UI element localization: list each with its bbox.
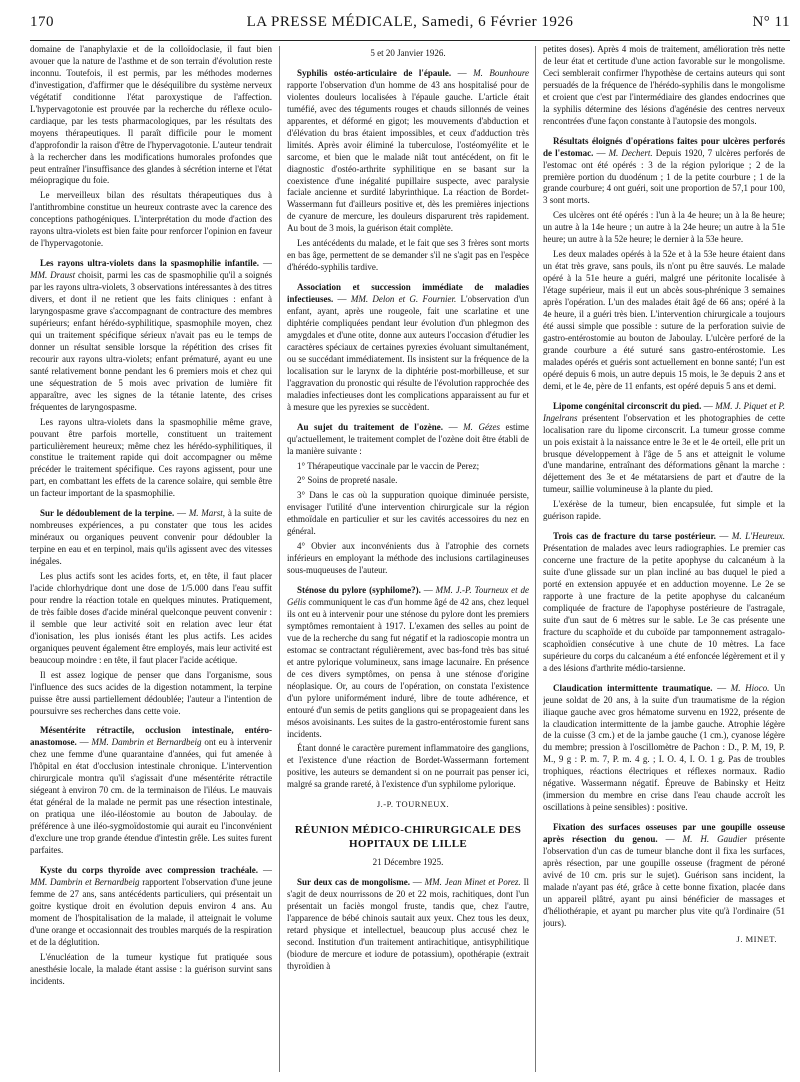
article-body: Un jeune soldat de 20 ans, à la suite d'un traumatisme de la région iliaque gauche avec gros hématome survenu en 1922, présente de la claudication intermittente de la jambe gauche. Atrophie légère de la cuisse (3 cm.) et de la jambe gauche (1 cm.), cyanose légère du membre; pression à l'oscillomètre de Pachon : D., P. M, 19, P. M., 9 g : P. m. 7, P. m. 4 g. ; I. O. 4, I. O. 1 g. Pas de troubles trophiques, réactions électriques et réflexes normaux. Radio négative. Wassermann négatif. Épreuve de Babinsky et Heitz (immersion du membre en crise dans l'eau chaude accroît les oscillations à peine sensibles) : positive. <box>543 682 785 813</box>
article-title: Trois cas de fracture du tarse postérieur. <box>553 531 716 542</box>
article-authors: MM. J. Piquet et P. Ingelrans <box>543 400 785 423</box>
article-entry: Sur deux cas de mongolisme. — MM. Jean Minet et Porez. Il s'agit de deux nourrissons de 20 et 22 mois, rachitiques, dont l'un présentait un faciès mongol fruste, tandis que, chez l'autre, l'apparence de bébé chinois sautait aux yeux. Chez tous les deux, retard physique et intellectuel, beaucoup plus accusé chez le second. Institution d'un traitement antirachitique, antisyphilitique (biodure de mercure et iodure de potassium), opothérapie (extrait thyroïdien à <box>287 877 529 971</box>
article-title: Résultats éloignés d'opérations faites pour ulcères perforés de l'estomac. <box>543 135 785 158</box>
article-body: rapporte l'observation d'un homme de 43 ans hospitalisé pour de violentes douleurs localisées à l'épaule gauche. L'article était tuméfié, avec des téguments rouges et chauds sillonnés de veines apparentes, et déformé en gigot; les mouvements d'abduction et d'élévation du bras étaient impossibles, et ceux d'adduction très limités. Après avoir éliminé la tuberculose, l'ostéomyélite et le sarcome, et bien que le malade niât tout antécédent, on fit le diagnostic d'ostéo-arthrite syphilitique en se basant sur la coexistence d'une inégalité pupillaire suspecte, avec paralysie faciale ancienne et surdité labyrinthique. La réaction de Bordet-Wassermann fut d'ailleurs positive et, dès les premières injections de cyanure de mercure, les douleurs disparurent très rapidement. Au bout de 3 mois, la guérison était complète. <box>287 79 529 234</box>
article-title: Sténose du pylore (syphilome?). <box>297 585 421 596</box>
column-divider <box>535 46 536 1072</box>
paragraph: Les deux malades opérés à la 52e et à la 53e heure étaient dans un état très grave, sans pouls, ils n'ont pu être sauvés. Le malade opéré à la 51e heure a guéri, malgré une péritonite localisée à l'étage supérieur, mais il eut un abcès sous-phrénique 3 semaines après l'opération. L'un des malades était âgé de 66 ans; opéré à la 4e heure, il a guéri très bien. L'intervention chirurgicale a toujours été aussi simple que possible : suture de la perforation suivie de gastro-entérostomie au bouton de Jaboulay. L'ulcère perforé de la grande courbure a été suturé sans gastro-entérostomie. Les malades opérés et guéris sont actuellement en bonne santé; l'un est opéré depuis 6 mois, un autre depuis 15 mois, le 3e depuis 2 ans et demi, et le 4e, père de 11 enfants, est opéré depuis 5 ans et demi. <box>543 249 785 391</box>
column-left <box>30 44 272 1074</box>
article-title: Les rayons ultra-violets dans la spasmophilie infantile. <box>40 258 260 269</box>
paragraph: domaine de l'anaphylaxie et de la colloïdoclasie, il faut bien avouer que la nature de l'asthme et de son terrain d'évolution reste inconnu. Toutefois, il est permis, par les méthodes modernes d'investigation, d'affirmer que le déséquilibre du système nerveux végétatif conditionne l'état paroxystique de l'affection. L'hypervagotonie est prouvée par la recherche du réflexe oculo-cardiaque, par les tests pharmacologiques, par les résultats des moyens thérapeutiques. Il paraît difficile pour le moment d'approfondir la raison d'être de l'hypervagotonie. L'auteur tendrait à la rechercher dans les modifications humorales profondes que peut entraîner l'insuffisance des glandes à sécrétion interne et l'état méiopragique du foie. <box>30 44 272 186</box>
paragraph: Étant donné le caractère purement inflammatoire des ganglions, et l'existence d'une réaction de Bordet-Wassermann fortement positive, les auteurs se demandent si on ne pourrait pas penser ici, malgré sa grande rareté, à l'existence d'un syphilome pylorique. <box>287 743 529 790</box>
article-authors: M. Dechert. <box>608 147 653 158</box>
paragraph: Le merveilleux bilan des résultats thérapeutiques dus à l'antithrombine constitue un heureux contraste avec la carence des conceptions pathogéniques. L'interprétation du mode d'action des rayons ultra-violets est bien faite pour renforcer l'opinion en faveur de l'hypervagotonie. <box>30 190 272 249</box>
meeting-title: RÉUNION MÉDICO-CHIRURGICALE DES HOPITAUX DE LILLE <box>294 824 522 851</box>
article-entry: Lipome congénital circonscrit du pied. — MM. J. Piquet et P. Ingelrans présentent l'observation et les photographies de cette localisation rare du lipome circonscrit. La tumeur grosse comme un pois existait à la naissance entre le 3e et le 4e orteil, elle prit un brusque développement à l'âge de 5 ans et atteignit le volume d'une mandarine, entraînant des déformations gênant la marche : déjettement des 3e et 4e métatarsiens de part et d'autre de la tumeur, saillie volumineuse à la plante du pied. <box>543 400 785 495</box>
article-authors: M. Marst, <box>188 508 226 519</box>
article-authors: MM. Jean Minet et Porez. <box>424 877 521 888</box>
article-title: Fixation des surfaces osseuses par une goupille osseuse après résection du genou. <box>543 822 785 845</box>
article-body: rapportent l'observation d'une jeune femme de 27 ans, sans antécédents particuliers, qui présentait un goitre kystique droit en évolution depuis environ 4 ans. Au moment de l'hospitalisation de la malade, il atteignait le volume d'une orange et occasionnait des troubles marqués de la respiration et de la déglutition. <box>30 876 272 947</box>
article-entry: Au sujet du traitement de l'ozène. — M. Gézes estime qu'actuellement, le traitement complet de l'ozène doit être établi de la manière suivante : <box>287 421 529 456</box>
article-authors: M. Hioco. <box>730 682 770 693</box>
paragraph: Il est assez logique de penser que dans l'organisme, sous l'influence des sucs acides de la digestion notamment, la terpine puisse être aussi partiellement dédoublée; l'auteur a l'intention de poursuivre ses recherches dans cette voie. <box>30 669 272 716</box>
article-entry: Syphilis ostéo-articulaire de l'épaule. — M. Bounhoure rapporte l'observation d'un homme de 43 ans hospitalisé pour de violentes douleurs localisées à l'épaule gauche. L'article était tuméfié, avec des téguments rouges et chauds sillonnés de veines apparentes, et déformé en gigot; les mouvements d'abduction et d'élévation du bras étaient impossibles, et ceux d'adduction très limités. Après avoir éliminé la tuberculose, l'ostéomyélite et le sarcome, et bien que le malade niât tout antécédent, on fit le diagnostic d'ostéo-arthrite syphilitique en se basant sur la coexistence d'une inégalité pupillaire suspecte, avec paralysie faciale ancienne et surdité labyrinthique. La réaction de Bordet-Wassermann fut d'ailleurs positive et, dès les premières injections de cyanure de mercure, les douleurs disparurent très rapidement. Au bout de 3 mois, la guérison était complète. <box>287 67 529 234</box>
column-middle <box>287 44 529 1074</box>
article-body: présentent l'observation et les photographies de cette localisation rare du lipome circonscrit. La tumeur grosse comme un pois existait à la naissance entre le 3e et le 4e orteil, elle prit un brusque développement à l'âge de 5 ans et atteignit le volume d'une mandarine, entraînant des déformations gênant la marche : déjettement des 3e et 4e métatarsiens de part et d'autre de la tumeur, saillie volumineuse à la plante du pied. <box>543 412 785 495</box>
list-item: 3° Dans le cas où la suppuration quoique diminuée persiste, envisager l'utilité d'une intervention chirurgicale sur la région ethmoïdale en particulier et sur les cavités accessoires du nez en général. <box>287 490 529 537</box>
article-title: Mésentérite rétractile, occlusion intestinale, entéro-anastomose. <box>30 725 272 748</box>
header-rule <box>30 40 790 41</box>
paragraph: Ces ulcères ont été opérés : l'un à la 4e heure; un à la 8e heure; un autre à la 14e heure ; un autre à la 24e heure; un autre à la 51e heure; un autre à la 52e heure; le dernier à la 53e heure. <box>543 210 785 245</box>
list-item: 1° Thérapeutique vaccinale par le vaccin de Perez; <box>297 460 480 471</box>
paragraph: L'exérèse de la tumeur, bien encapsulée, fut simple et la guérison rapide. <box>543 499 785 522</box>
list-item: 4° Obvier aux inconvénients dus à l'atrophie des cornets inférieurs en employant la méthode des inclusions cartilagineuses sous-muqueuses de l'auteur. <box>287 541 529 576</box>
article-body: estime qu'actuellement, le traitement complet de l'ozène doit être établi de la manière suivante : <box>287 421 529 456</box>
journal-title: LA PRESSE MÉDICALE, Samedi, 6 Février 1926 <box>246 14 574 30</box>
article-title: Lipome congénital circonscrit du pied. <box>553 400 702 411</box>
column-divider <box>279 46 280 1072</box>
article-authors: M. H. Gaudier <box>682 834 748 845</box>
article-entry: Mésentérite rétractile, occlusion intestinale, entéro-anastomose. — MM. Dambrin et Bernardbeig ont eu à intervenir chez une femme d'une quarantaine d'années, qui fut amenée à l'hôpital en état d'occlusion intestinale chronique. L'intervention chirurgicale montra qu'il s'agissait d'une mésentérite rétractile siégeant à environ 70 cm. de la terminaison de l'iléus. Le mauvais état général de la malade ne permit pas une résection intestinale, on pratiqua une iléo-iléostomie au bouton de Jaboulay. de préférence à une iléo-sygmoïdostomie qui aurait eu l'inconvénient d'exclure une trop grande étendue d'intestin grêle. Les suites furent parfaites. <box>30 725 272 855</box>
session-date: 21 Décembre 1925. <box>372 857 444 868</box>
article-body: Il s'agit de deux nourrissons de 20 et 22 mois, rachitiques, dont l'un présentait un faciès mongol fruste, tandis que, chez l'autre, l'apparence de bébé chinois sautait aux yeux. Chez tous les deux, retard physique et intellectuel, beaucoup plus accusé chez le second. Institution d'un traitement antirachitique, antisyphilitique (biodure de mercure et iodure de potassium), opothérapie (extrait thyroïdien à <box>287 877 529 971</box>
article-entry: Kyste du corps thyroïde avec compression trachéale. — MM. Dambrin et Bernardbeig rapportent l'observation d'une jeune femme de 27 ans, sans antécédents particuliers, qui présentait un goitre kystique droit en évolution depuis environ 4 ans. Au moment de l'hospitalisation de la malade, il atteignait le volume d'une orange et occasionnait des troubles marqués de la respiration et de la déglutition. <box>30 864 272 947</box>
list-item: 2° Soins de propreté nasale. <box>297 475 398 486</box>
running-header <box>30 14 790 34</box>
article-authors: MM. Dambrin et Bernardbeig <box>91 737 202 748</box>
paragraph: petites doses). Après 4 mois de traitement, amélioration très nette de leur état et certitude d'une action favorable sur le mongolisme. Ceci semblerait confirmer l'hypothèse de certains auteurs qui sont persuadés de la fréquence de l'hérédo-syphilis dans le mongolisme et croient que c'est par l'intermédiaire des glandes endocrines que la syphilis détermine des lésions d'agénésie des centres nerveux rencontrées d'une façon constante à l'autopsie des mongols. <box>543 44 785 126</box>
article-entry: Sténose du pylore (syphilome?). — MM. J.-P. Tourneux et de Gélis communiquent le cas d'un homme âgé de 42 ans, chez lequel ils ont eu à intervenir pour une sténose du pylore dont les premiers symptômes remontaient à 1917. L'examen des selles au point de vue de la recherche du sang fut négatif et la radioscopie montra un estomac se contractant régulièrement, avec bas-fond très bas situé et antre pylorique volumineux, sans image lacunaire. En présence de ces divers symptômes, on pensa à une sténose d'origine néoplasique. Or, au cours de l'opération, on constata l'existence d'un pylore uniformément induré, libre de toute adhérence, et entouré d'un semis de petits ganglions qui se propageaient dans les mésos avoisinants. Les suites de la gastro-entérostomie furent sans incidents. <box>287 585 529 739</box>
paragraph: Les antécédents du malade, et le fait que ses 3 frères sont morts en bas âge, permettent de se demander s'il ne s'agit pas en l'espèce d'hérédo-syphilis tardive. <box>287 238 529 273</box>
article-title: Au sujet du traitement de l'ozène. <box>297 421 444 432</box>
article-entry: Sur le dédoublement de la terpine. — M. Marst, à la suite de nombreuses expériences, a pu constater que tous les acides minéraux ou organiques peuvent convenir pour dédoubler la terpine en eau et en terpinol, mais qu'ils agissent avec des vitesses inégales. <box>30 508 272 567</box>
article-body: à la suite de nombreuses expériences, a pu constater que tous les acides minéraux ou organiques peuvent convenir pour dédoubler la terpine en eau et en terpinol, mais qu'ils agissent avec des vitesses inégales. <box>30 508 272 567</box>
signature: J. MINET. <box>736 933 777 944</box>
signature: J.-P. TOURNEUX. <box>376 799 450 810</box>
article-title: Syphilis ostéo-articulaire de l'épaule. <box>297 67 452 78</box>
article-body: communiquent le cas d'un homme âgé de 42 ans, chez lequel ils ont eu à intervenir pour une sténose du pylore dont les premiers symptômes remontaient à 1917. L'examen des selles au point de vue de la recherche du sang fut négatif et la radioscopie montra un estomac se contractant régulièrement, avec bas-fond très bas situé et antre pylorique volumineux, sans image lacunaire. En présence de ces divers symptômes, on pensa à une sténose d'origine néoplasique. Or, au cours de l'opération, on constata l'existence d'un pylore uniformément induré, libre de toute adhérence, et entouré d'un semis de petits ganglions qui se propageaient dans les mésos avoisinants. Les suites de la gastro-entérostomie furent sans incidents. <box>287 597 529 739</box>
paragraph: Les rayons ultra-violets dans la spasmophilie même grave, pouvant être parfois mortelle, constituent un traitement particulièrement heureux; même chez les hérédo-syphilitiques, il constitue le traitement rapide qui doit accompagner ou même précéder le traitement spécifique. Ces rayons agissent, pour une part, en combattant les effets de la carence solaire, qui semble être un facteur important de la spasmophilie. <box>30 416 272 499</box>
article-title: Association et succession immédiate de maladies infectieuses. <box>287 282 529 305</box>
article-entry: Les rayons ultra-violets dans la spasmophilie infantile. — MM. Draust choisit, parmi les cas de spasmophilie qu'il a soignés par les rayons ultra-violets, 3 observations intéressantes à des titres divers, et dont il ne retient que les faits cliniques : enfant à laryngospasme grave s'accompagnant de contracture des membres supérieurs; enfant hérédo-syphilitique, spasmophile moyen, chez qui un traitement spécifique sérieux n'avait pas eu le temps de donner un résultat sensible lorsque la répétition des crises fit recourir aux rayons ultra-violets; enfant prématuré, ayant eu une santé relativement bonne pendant les 6 premiers mois et chez qui une séquestration de 5 mois avec privation de lumière fit apparaître, avec les signes de la tétanie latente, des crises fréquentes de laryngospasme. <box>30 258 272 412</box>
article-authors: M. Bounhoure <box>473 67 529 78</box>
article-authors: M. Gézes <box>463 421 500 432</box>
article-authors: MM. J.-P. Tourneux et de Gélis <box>287 585 529 608</box>
article-body: Présentation de malades avec leurs radiographies. Le premier cas concerne une fracture de la petite apophyse du calcanéum à la suite d'une glissade sur un plan incliné au bas duquel le pied a porté en extension appuyée et en adduction moyenne. Le 2e se rapporte à une fracture de la petite apophyse du calcanéum compliquée de fracture de l'apophyse postérieure de l'astragale, suite d'un saut de 6 mètres sur le sable. Le 3e cas présente une fracture du scaphoïde et du cuboïde par tamponnement astragalo-scaphoïdien consécutive à une chute de 10 mètres. La face supérieure du corps du calcanéum a été enfoncée légèrement et il y a des lésions d'arthrite médio-tarsienne. <box>543 543 785 673</box>
paragraph: Les plus actifs sont les acides forts, et, en tête, il faut placer l'acide chlorhydrique dont une dose de 1/5.000 dans l'eau suffit pour rendre la réaction totale en quelques minutes. Pratiquement, de très faible doses d'acide minéral quelconque peuvent convenir : il semble que leur activité soit en relation avec leur état d'ionisation, les plus ionisés étant les plus actifs. Les acides organiques peuvent également être employés, mais leur activité est beaucoup moindre : en tête, il faut placer l'acide acétique. <box>30 571 272 665</box>
article-title: Claudication intermittente traumatique. <box>553 682 713 693</box>
issue-number: N° 11 <box>752 14 790 30</box>
article-authors: MM. Draust <box>30 270 76 281</box>
article-entry: Claudication intermittente traumatique. — M. Hioco. Un jeune soldat de 20 ans, à la suite d'un traumatisme de la région iliaque gauche avec gros hématome survenu en 1922, présente de la claudication intermittente de la jambe gauche. Atrophie légère de la cuisse (3 cm.) et de la jambe gauche (1 cm.), cyanose légère du membre; pression à l'oscillomètre de Pachon : D., P. M, 19, P. M., 9 g : P. m. 7, P. m. 4 g. ; I. O. 4, I. O. 1 g. Pas de troubles trophiques, réactions électriques et réflexes normaux. Radio négative. Wassermann négatif. Épreuve de Babinsky et Heitz (immersion du membre en crise dans l'eau chaude accroît les oscillations à peine sensibles) : positive. <box>543 682 785 813</box>
article-body: ont eu à intervenir chez une femme d'une quarantaine d'années, qui fut amenée à l'hôpital en état d'occlusion intestinale chronique. L'intervention chirurgicale montra qu'il s'agissait d'une mésentérite rétractile siégeant à environ 70 cm. de la terminaison de l'iléus. Le mauvais état général de la malade ne permit pas une résection intestinale, on pratiqua une iléo-iléostomie au bouton de Jaboulay. de préférence à une iléo-sygmoïdostomie qui aurait eu l'inconvénient d'exclure une trop grande étendue d'intestin grêle. Les suites furent parfaites. <box>30 737 272 855</box>
article-entry: Association et succession immédiate de maladies infectieuses. — MM. Delon et G. Fournier. L'observation d'un enfant, ayant, après une rougeole, fait une scarlatine et une diphtérie compliquées pendant leur évolution d'un phlegmon des amygdales et d'une otite, donne aux auteurs l'occasion d'étudier les caractères spéciaux de certaines pyrexies évoluant simultanément, ou se succédant immédiatement. Ils insistent sur la fréquence de la localisation sur le larynx de la diphtérie post-morbilleuse, et sur l'aggravation du pronostic qui résulte de l'évolution rapprochée des maladies infectieuses dont les complications apparaissent au fur et à mesure que les pyrexies se succèdent. <box>287 282 529 412</box>
article-entry: Trois cas de fracture du tarse postérieur. — M. L'Heureux. Présentation de malades avec leurs radiographies. Le premier cas concerne une fracture de la petite apophyse du calcanéum à la suite d'une glissade sur un plan incliné au bas duquel le pied a porté en extension appuyée et en adduction moyenne. Le 2e se rapporte à une fracture de la petite apophyse du calcanéum compliquée de fracture de l'apophyse postérieure de l'astragale, suite d'un saut de 6 mètres sur le sable. Le 3e cas présente une fracture du scaphoïde et du cuboïde par tamponnement astragalo-scaphoïdien consécutive à une chute de 10 mètres. La face supérieure du corps du calcanéum a été enfoncée légèrement et il y a des lésions d'arthrite médio-tarsienne. <box>543 531 785 673</box>
session-date: 5 et 20 Janvier 1926. <box>370 48 446 58</box>
article-body: présente l'observation d'un cas de tumeur blanche dont il fixa les surfaces, après résection, par une goupille osseuse (fragment de péroné avivé de 10 cm. pris sur le sujet). Guérison sans incident, la malade n'ayant pas été, grâce à cette bonne fixation, placée dans un appareil plâtré, ayant pu ainsi bénéficier de massages et d'héliothérapie, et ayant pu marcher plus vite qu'à l'ordinaire (51 jours). <box>543 834 785 928</box>
article-authors: MM. Delon et G. Fournier. <box>350 294 457 305</box>
article-body: Depuis 1920, 7 ulcères perforés de l'estomac ont été opérés : 3 de la région pylorique ; 2 de la première portion du duodénum ; 1 de la petite courbure ; 1 de la grande courbure; 4 ont guéri, soit une proportion de 57,1 pour 100, 3 sont morts. <box>543 147 785 206</box>
paragraph: L'énucléation de la tumeur kystique fut pratiquée sous anesthésie locale, la malade étant assise : la guérison survint sans incidents. <box>30 951 272 986</box>
article-body: choisit, parmi les cas de spasmophilie qu'il a soignés par les rayons ultra-violets, 3 observations intéressantes à des titres divers, et dont il ne retient que les faits cliniques : enfant à laryngospasme grave s'accompagnant de contracture des membres supérieurs; enfant hérédo-syphilitique, spasmophile moyen, chez qui un traitement spécifique sérieux n'avait pas eu le temps de donner un résultat sensible lorsque la répétition des crises fit recourir aux rayons ultra-violets; enfant prématuré, ayant eu une santé relativement bonne pendant les 6 premiers mois et chez qui une séquestration de 5 mois avec privation de lumière fit apparaître, avec les signes de la tétanie latente, des crises fréquentes de laryngospasme. <box>30 270 272 412</box>
column-right <box>543 44 785 1074</box>
article-authors: M. L'Heureux. <box>731 531 785 542</box>
page-number: 170 <box>30 14 54 30</box>
article-body: L'observation d'un enfant, ayant, après une rougeole, fait une scarlatine et une diphtérie compliquées pendant leur évolution d'un phlegmon des amygdales et d'une otite, donne aux auteurs l'occasion d'étudier les caractères spéciaux de certaines pyrexies évoluant simultanément, ou se succédant immédiatement. Ils insistent sur la fréquence de la localisation sur le larynx de la diphtérie post-morbilleuse, et sur l'aggravation du pronostic qui résulte de l'évolution rapprochée des maladies infectieuses dont les complications apparaissent au fur et à mesure que les pyrexies se succèdent. <box>287 294 529 412</box>
article-entry: Résultats éloignés d'opérations faites pour ulcères perforés de l'estomac. — M. Dechert. Depuis 1920, 7 ulcères perforés de l'estomac ont été opérés : 3 de la région pylorique ; 2 de la première portion du duodénum ; 1 de la petite courbure ; 1 de la grande courbure; 4 ont guéri, soit une proportion de 57,1 pour 100, 3 sont morts. <box>543 135 785 206</box>
article-authors: MM. Dambrin et Bernardbeig <box>30 876 140 887</box>
article-entry: Fixation des surfaces osseuses par une goupille osseuse après résection du genou. — M. H. Gaudier présente l'observation d'un cas de tumeur blanche dont il fixa les surfaces, après résection, par une goupille osseuse (fragment de péroné avivé de 10 cm. pris sur le sujet). Guérison sans incident, la malade n'ayant pas été, grâce à cette bonne fixation, placée dans un appareil plâtré, ayant pu ainsi bénéficier de massages et d'héliothérapie, et ayant pu marcher plus vite qu'à l'ordinaire (51 jours). <box>543 822 785 928</box>
article-title: Sur le dédoublement de la terpine. <box>40 508 175 519</box>
article-title: Sur deux cas de mongolisme. <box>297 877 410 888</box>
article-title: Kyste du corps thyroïde avec compression trachéale. <box>40 864 258 875</box>
